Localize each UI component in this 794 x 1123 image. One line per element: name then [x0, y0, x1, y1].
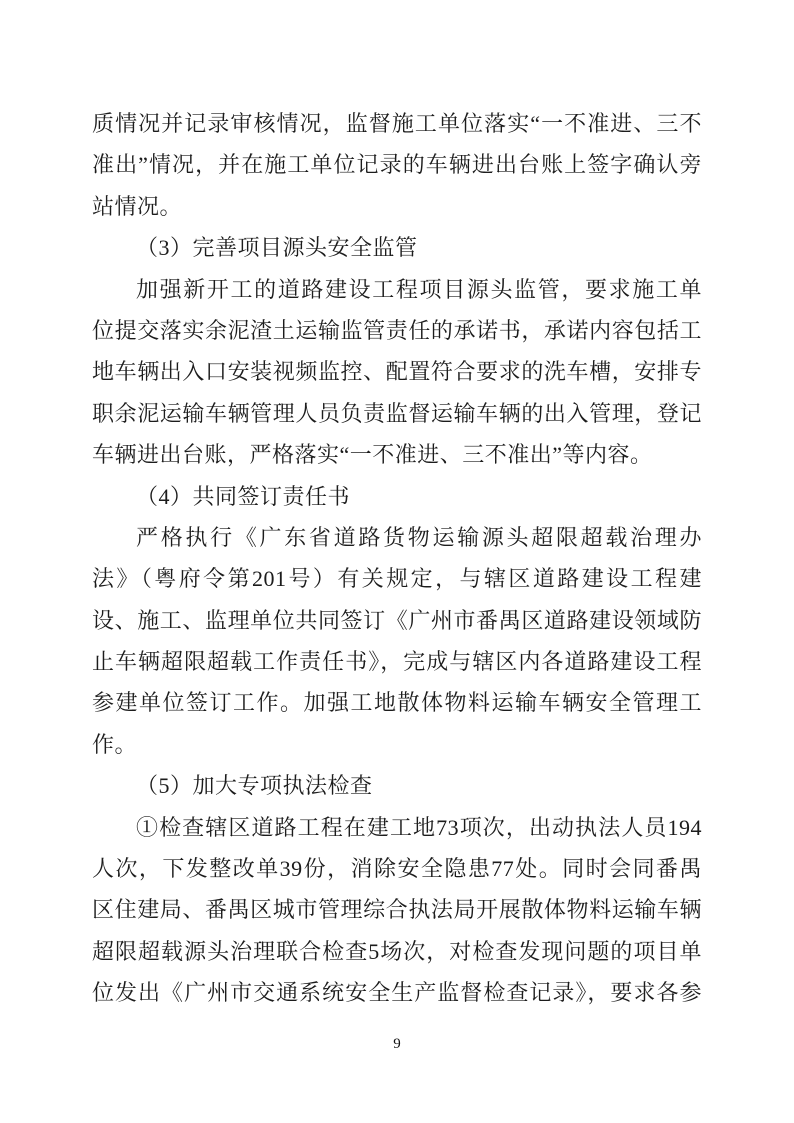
- text-line: （5）加大专项执法检查: [136, 773, 373, 799]
- text-line: 准出”情况，并在施工单位记录的车辆进出台账上签字确认旁: [92, 152, 702, 178]
- text-line: 质情况并记录审核情况，监督施工单位落实“一不准进、三不: [92, 111, 702, 136]
- text-line: 止车辆超限超载工作责任书》，完成与辖区内各道路建设工程: [92, 649, 702, 675]
- document-body: [92, 103, 702, 1014]
- text-line: 地车辆出入口安装视频监控、配置符合要求的洗车槽，安排专: [92, 359, 702, 385]
- text-line: 加强新开工的道路建设工程项目源头监管，要求施工单: [136, 276, 702, 302]
- text-line: 车辆进出台账，严格落实“一不准进、三不准出”等内容。: [92, 442, 653, 468]
- text-line: 人次，下发整改单39份，消除安全隐患77处。同时会同番禺: [92, 856, 702, 882]
- text-line: 法》（粤府令第201号）有关规定，与辖区道路建设工程建: [92, 566, 702, 592]
- text-line: 设、施工、监理单位共同签订《广州市番禺区道路建设领域防: [92, 607, 702, 633]
- text-line: （4）共同签订责任书: [136, 483, 351, 509]
- text-line: 职余泥运输车辆管理人员负责监督运输车辆的出入管理，登记: [92, 400, 702, 426]
- text-line: 作。: [92, 731, 138, 757]
- text-line: 严格执行《广东省道路货物运输源头超限超载治理办: [136, 524, 702, 550]
- text-line: 位提交落实余泥渣土运输监管责任的承诺书，承诺内容包括工: [92, 317, 702, 343]
- text-line: 参建单位签订工作。加强工地散体物料运输车辆安全管理工: [92, 690, 702, 716]
- page-number: 9: [393, 1036, 401, 1052]
- text-line: 超限超载源头治理联合检查5场次，对检查发现问题的项目单: [92, 938, 702, 964]
- text-line: 位发出《广州市交通系统安全生产监督检查记录》，要求各参: [92, 980, 702, 1006]
- text-line: 区住建局、番禺区城市管理综合执法局开展散体物料运输车辆: [92, 897, 702, 923]
- text-line: ①检查辖区道路工程在建工地73项次，出动执法人员194: [136, 814, 702, 840]
- text-line: 站情况。: [92, 193, 183, 219]
- text-line: （3）完善项目源头安全监管: [136, 235, 418, 261]
